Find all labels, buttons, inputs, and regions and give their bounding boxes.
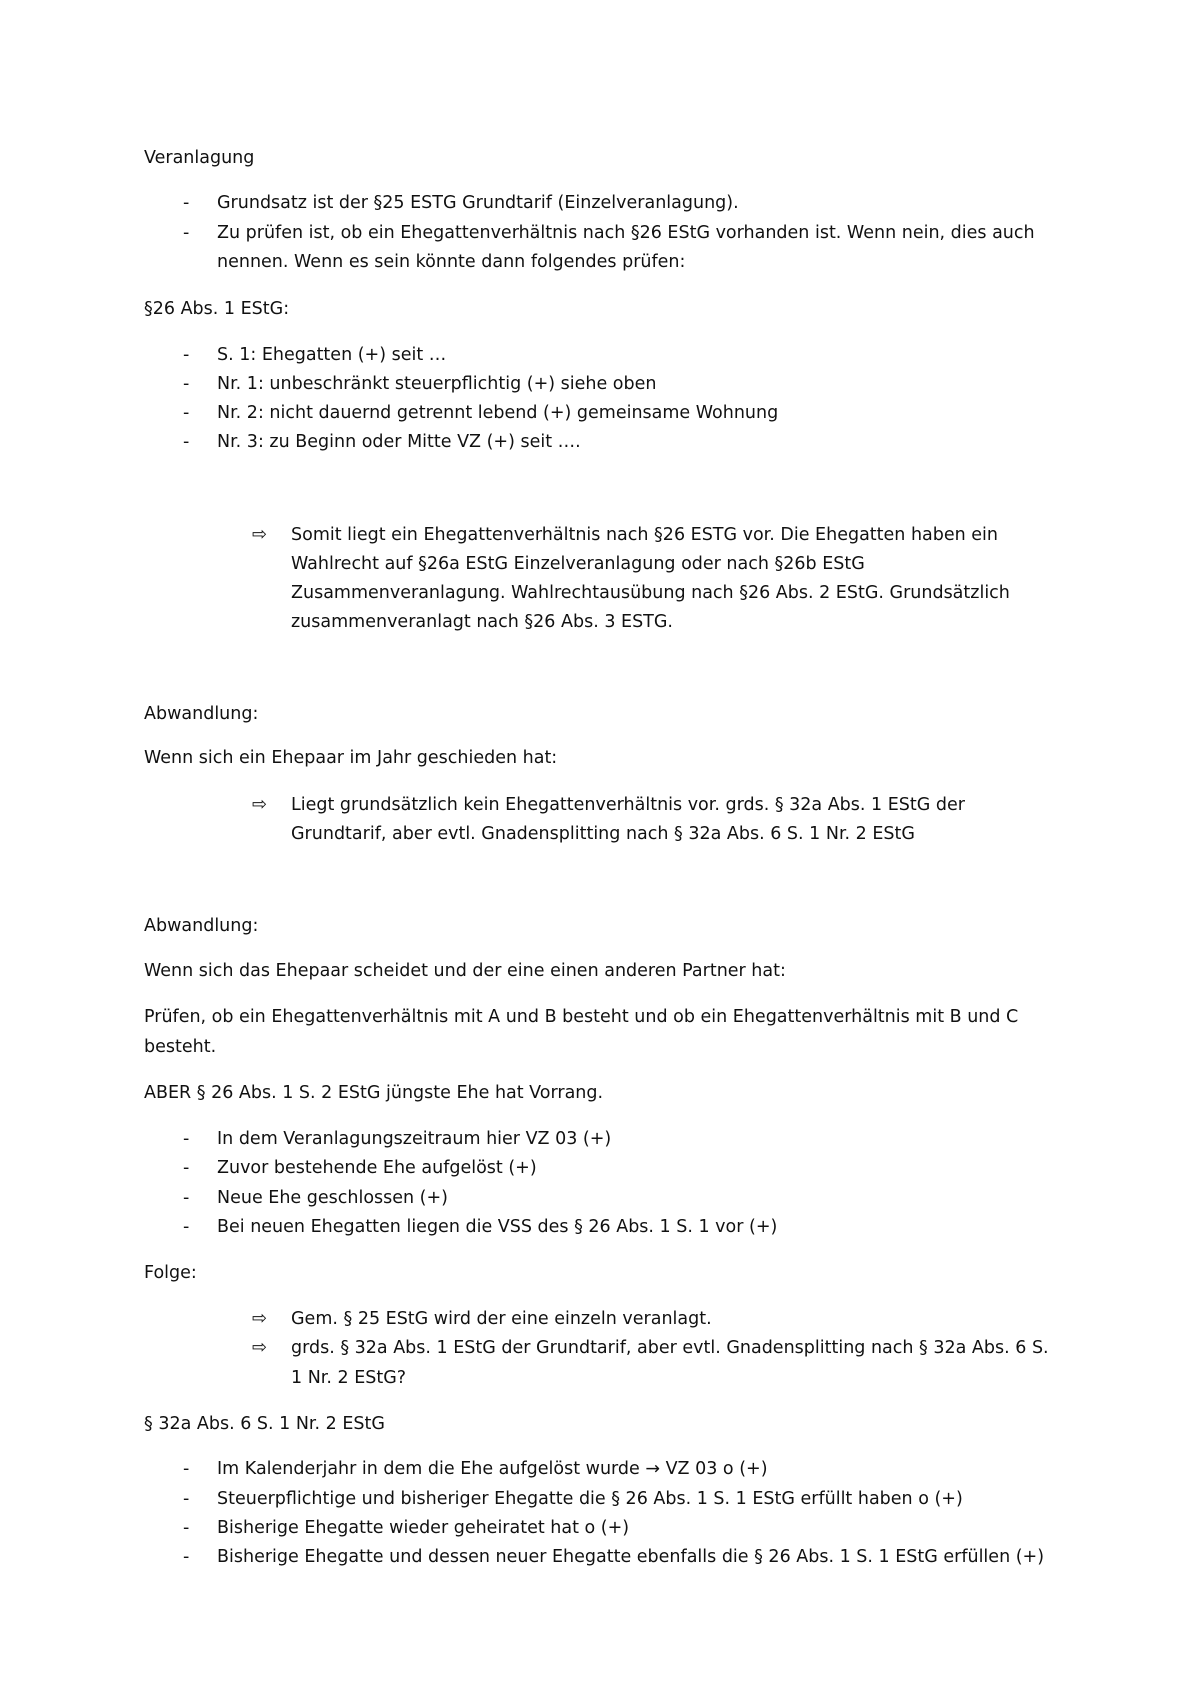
paragraph-aber: ABER § 26 Abs. 1 S. 2 EStG jüngste Ehe hat Vorrang. [144,1083,604,1103]
list-item: Bisherige Ehegatte wieder geheiratet hat o (+) [217,1518,630,1538]
list-item: Nr. 2: nicht dauernd getrennt lebend (+) gemeinsame Wohnung [217,403,779,423]
list-item: Grundsatz ist der §25 ESTG Grundtarif (Einzelveranlagung). [217,193,739,213]
heading-folge: Folge: [144,1263,197,1283]
conclusion-line: Gem. § 25 EStG wird der eine einzeln veranlagt. [291,1309,712,1329]
heading-32a: § 32a Abs. 6 S. 1 Nr. 2 EStG [144,1414,385,1434]
conclusion-line: Zusammenveranlagung. Wahlrechtausübung nach §26 Abs. 2 EStG. Grundsätzlich [291,583,1010,603]
list-dash: - [183,1188,190,1208]
paragraph-pruefen: Prüfen, ob ein Ehegattenverhältnis mit A und B besteht und ob ein Ehegattenverhältnis mit B und C [144,1007,1019,1027]
list-dash: - [183,1158,190,1178]
arrow-right-icon: ⇨ [252,794,268,815]
conclusion-line: 1 Nr. 2 EStG? [291,1368,407,1388]
list-item: Nr. 3: zu Beginn oder Mitte VZ (+) seit …. [217,432,581,452]
list-dash: - [183,1129,190,1149]
list-dash: - [183,1459,190,1479]
heading-abwandlung: Abwandlung: [144,704,259,724]
list-item: Im Kalenderjahr in dem die Ehe aufgelöst wurde → VZ 03 o (+) [217,1459,768,1479]
list-item-continuation: nennen. Wenn es sein könnte dann folgendes prüfen: [217,252,686,272]
list-dash: - [183,374,190,394]
list-dash: - [183,223,190,243]
conclusion-line: Somit liegt ein Ehegattenverhältnis nach §26 ESTG vor. Die Ehegatten haben ein [291,525,999,545]
conclusion-line: Grundtarif, aber evtl. Gnadensplitting nach § 32a Abs. 6 S. 1 Nr. 2 EStG [291,824,915,844]
list-dash: - [183,432,190,452]
conclusion-line: Liegt grundsätzlich kein Ehegattenverhältnis vor. grds. § 32a Abs. 1 EStG der [291,795,965,815]
paragraph-scheidung: Wenn sich ein Ehepaar im Jahr geschieden hat: [144,748,558,768]
list-item: Steuerpflichtige und bisheriger Ehegatte die § 26 Abs. 1 S. 1 EStG erfüllt haben o (+) [217,1489,963,1509]
list-dash: - [183,345,190,365]
list-dash: - [183,1217,190,1237]
list-dash: - [183,403,190,423]
list-item: Nr. 1: unbeschränkt steuerpflichtig (+) siehe oben [217,374,657,394]
list-item: Neue Ehe geschlossen (+) [217,1188,449,1208]
list-item: Bei neuen Ehegatten liegen die VSS des § 26 Abs. 1 S. 1 vor (+) [217,1217,778,1237]
list-item: Bisherige Ehegatte und dessen neuer Ehegatte ebenfalls die § 26 Abs. 1 S. 1 EStG erfüllen (+) [217,1547,1045,1567]
list-item: S. 1: Ehegatten (+) seit … [217,345,447,365]
list-dash: - [183,1547,190,1567]
list-dash: - [183,1518,190,1538]
list-item: Zu prüfen ist, ob ein Ehegattenverhältnis nach §26 EStG vorhanden ist. Wenn nein, dies auch [217,223,1035,243]
conclusion-line: zusammenveranlagt nach §26 Abs. 3 ESTG. [291,612,673,632]
heading-abwandlung: Abwandlung: [144,916,259,936]
paragraph-pruefen-continuation: besteht. [144,1037,217,1057]
conclusion-line: Wahlrecht auf §26a EStG Einzelveranlagung oder nach §26b EStG [291,554,865,574]
list-dash: - [183,193,190,213]
paragraph-partner: Wenn sich das Ehepaar scheidet und der eine einen anderen Partner hat: [144,961,786,981]
heading-veranlagung: Veranlagung [144,148,255,168]
list-item: Zuvor bestehende Ehe aufgelöst (+) [217,1158,537,1178]
list-dash: - [183,1489,190,1509]
arrow-right-icon: ⇨ [252,524,268,545]
arrow-right-icon: ⇨ [252,1337,268,1358]
list-item: In dem Veranlagungszeitraum hier VZ 03 (+) [217,1129,612,1149]
paragraph-26-abs1: §26 Abs. 1 EStG: [144,299,290,319]
arrow-right-icon: ⇨ [252,1308,268,1329]
conclusion-line: grds. § 32a Abs. 1 EStG der Grundtarif, aber evtl. Gnadensplitting nach § 32a Abs. 6 S. [291,1338,1049,1358]
